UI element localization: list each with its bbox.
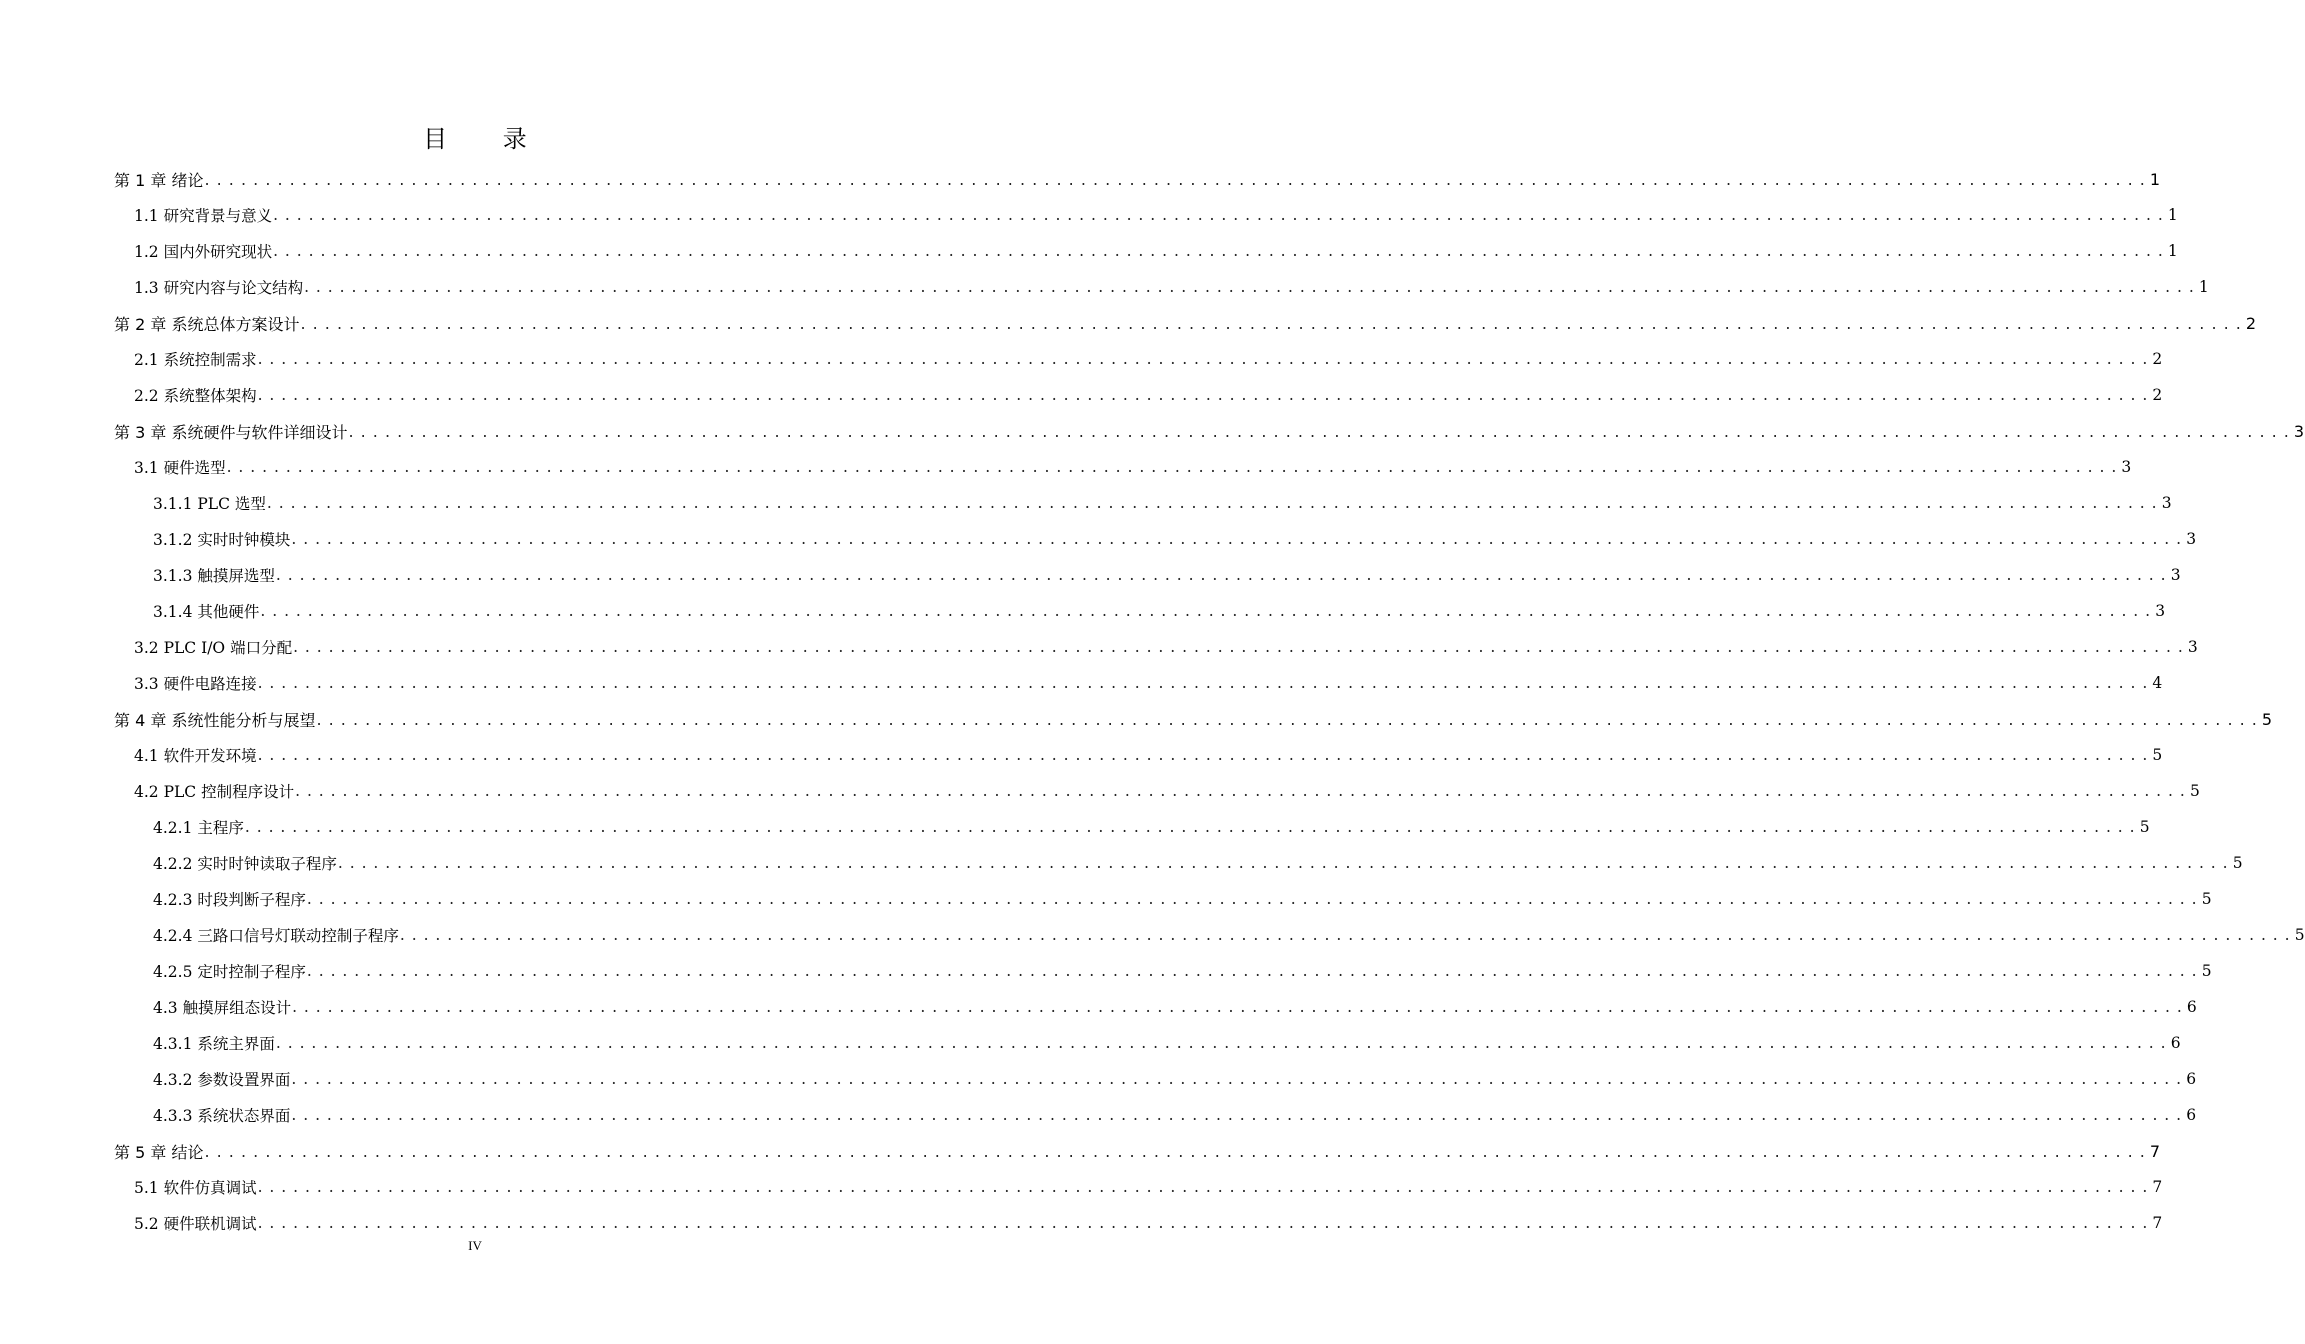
toc-entry[interactable] bbox=[0, 845, 2243, 881]
toc-entry-page: 1 bbox=[2167, 242, 2178, 260]
dot-leader: . . . . . . . . . . . . . . . . . . . . . . . . . . . . . . . . . . . . . . . . . . . . . . . . . . . . . . . . . . . . . . . . . . . . . . . . . . . . . . . . . . . . . . . . . . . . . . . . . . . . . . . . . . . . . . . . . . . . . . . . . . . . . . . . . . . . . . . . . . . . . . . . . . . . . . . . . . . . . . . . bbox=[291, 1106, 2183, 1124]
toc-entry-page: 6 bbox=[2186, 1106, 2197, 1124]
dot-leader: . . . . . . . . . . . . . . . . . . . . . . . . . . . . . . . . . . . . . . . . . . . . . . . . . . . . . . . . . . . . . . . . . . . . . . . . . . . . . . . . . . . . . . . . . . . . . . . . . . . . . . . . . . . . . . . . . . . . . . . . . . . . . . . . . . . . . . . . . . . . . . . . . . . . . . . . . . . . . . . . bbox=[399, 926, 2291, 944]
toc-entry-page: 5 bbox=[2201, 890, 2212, 908]
toc-entry-page: 2 bbox=[2152, 350, 2163, 368]
toc-entry-page: 4 bbox=[2152, 674, 2163, 692]
toc-entry-label: 第 2 章 系统总体方案设计 bbox=[114, 314, 300, 334]
toc-entry-page: 3 bbox=[2161, 494, 2172, 512]
toc-entry[interactable] bbox=[0, 1205, 2163, 1241]
toc-entry-label: 4.2.5 定时控制子程序 bbox=[153, 963, 306, 981]
toc-entry-page: 5 bbox=[2201, 962, 2212, 980]
dot-leader: . . . . . . . . . . . . . . . . . . . . . . . . . . . . . . . . . . . . . . . . . . . . . . . . . . . . . . . . . . . . . . . . . . . . . . . . . . . . . . . . . . . . . . . . . . . . . . . . . . . . . . . . . . . . . . . . . . . . . . . . . . . . . . . . . . . . . . . . . . . . . . . . . . . . . . . . . . . . . . . . bbox=[266, 494, 2158, 512]
toc-entry[interactable] bbox=[0, 1025, 2181, 1061]
toc-entry[interactable] bbox=[0, 1097, 2197, 1133]
toc-entry-label: 4.3.3 系统状态界面 bbox=[153, 1107, 291, 1125]
toc-entry-label: 4.2.1 主程序 bbox=[153, 819, 244, 837]
toc-entry-label: 3.1.1 PLC 选型 bbox=[153, 495, 266, 513]
toc-entry-page: 7 bbox=[2152, 1214, 2163, 1232]
toc-entry-page: 3 bbox=[2170, 566, 2181, 584]
toc-entry-page: 2 bbox=[2152, 386, 2163, 404]
dot-leader: . . . . . . . . . . . . . . . . . . . . . . . . . . . . . . . . . . . . . . . . . . . . . . . . . . . . . . . . . . . . . . . . . . . . . . . . . . . . . . . . . . . . . . . . . . . . . . . . . . . . . . . . . . . . . . . . . . . . . . . . . . . . . . . . . . . . . . . . . . . . . . . . . . . . . . . . . . . . . . . . bbox=[257, 350, 2149, 368]
toc-entry[interactable] bbox=[0, 521, 2197, 557]
toc-entry-label: 3.3 硬件电路连接 bbox=[134, 675, 257, 693]
toc-entry[interactable] bbox=[0, 701, 2273, 737]
toc-entry-label: 4.2.3 时段判断子程序 bbox=[153, 891, 306, 909]
toc-entry-label: 4.3.2 参数设置界面 bbox=[153, 1071, 291, 1089]
toc-entry[interactable] bbox=[0, 737, 2163, 773]
toc-entry-label: 第 4 章 系统性能分析与展望 bbox=[114, 710, 316, 730]
toc-entry-page: 1 bbox=[2149, 169, 2161, 189]
toc-entry[interactable] bbox=[0, 269, 2209, 305]
toc-entry-label: 2.2 系统整体架构 bbox=[134, 387, 257, 405]
dot-leader: . . . . . . . . . . . . . . . . . . . . . . . . . . . . . . . . . . . . . . . . . . . . . . . . . . . . . . . . . . . . . . . . . . . . . . . . . . . . . . . . . . . . . . . . . . . . . . . . . . . . . . . . . . . . . . . . . . . . . . . . . . . . . . . . . . . . . . . . . . . . . . . . . . . . . . . . . . . . . . . . bbox=[292, 998, 2183, 1016]
toc-entry[interactable] bbox=[0, 305, 2257, 341]
toc-entry-label: 第 3 章 系统硬件与软件详细设计 bbox=[114, 422, 348, 442]
dot-leader: . . . . . . . . . . . . . . . . . . . . . . . . . . . . . . . . . . . . . . . . . . . . . . . . . . . . . . . . . . . . . . . . . . . . . . . . . . . . . . . . . . . . . . . . . . . . . . . . . . . . . . . . . . . . . . . . . . . . . . . . . . . . . . . . . . . . . . . . . . . . . . . . . . . . . . . . . . . . . . . . bbox=[204, 1141, 2146, 1161]
dot-leader: . . . . . . . . . . . . . . . . . . . . . . . . . . . . . . . . . . . . . . . . . . . . . . . . . . . . . . . . . . . . . . . . . . . . . . . . . . . . . . . . . . . . . . . . . . . . . . . . . . . . . . . . . . . . . . . . . . . . . . . . . . . . . . . . . . . . . . . . . . . . . . . . . . . . . . . . . . . . . . . . bbox=[273, 206, 2164, 224]
dot-leader: . . . . . . . . . . . . . . . . . . . . . . . . . . . . . . . . . . . . . . . . . . . . . . . . . . . . . . . . . . . . . . . . . . . . . . . . . . . . . . . . . . . . . . . . . . . . . . . . . . . . . . . . . . . . . . . . . . . . . . . . . . . . . . . . . . . . . . . . . . . . . . . . . . . . . . . . . . . . . . . . bbox=[275, 566, 2167, 584]
dot-leader: . . . . . . . . . . . . . . . . . . . . . . . . . . . . . . . . . . . . . . . . . . . . . . . . . . . . . . . . . . . . . . . . . . . . . . . . . . . . . . . . . . . . . . . . . . . . . . . . . . . . . . . . . . . . . . . . . . . . . . . . . . . . . . . . . . . . . . . . . . . . . . . . . . . . . . . . . . . . . . . . bbox=[306, 962, 2198, 980]
toc-entry[interactable] bbox=[0, 953, 2212, 989]
toc-entry[interactable] bbox=[0, 629, 2198, 665]
toc-entry-label: 3.1 硬件选型 bbox=[134, 459, 226, 477]
toc-entry-page: 3 bbox=[2155, 602, 2166, 620]
toc-entry[interactable] bbox=[0, 665, 2163, 701]
toc-entry-label: 3.2 PLC I/O 端口分配 bbox=[134, 639, 293, 657]
toc-entry-page: 5 bbox=[2261, 709, 2273, 729]
toc-entry-page: 3 bbox=[2186, 530, 2197, 548]
toc-entry-page: 7 bbox=[2149, 1141, 2161, 1161]
toc-entry-page: 5 bbox=[2139, 818, 2150, 836]
toc-entry-label: 3.1.2 实时时钟模块 bbox=[153, 531, 291, 549]
toc-entry-label: 4.3.1 系统主界面 bbox=[153, 1035, 275, 1053]
dot-leader: . . . . . . . . . . . . . . . . . . . . . . . . . . . . . . . . . . . . . . . . . . . . . . . . . . . . . . . . . . . . . . . . . . . . . . . . . . . . . . . . . . . . . . . . . . . . . . . . . . . . . . . . . . . . . . . . . . . . . . . . . . . . . . . . . . . . . . . . . . . . . . . . . . . . . . . . . . . . . . . . bbox=[316, 709, 2258, 729]
toc-entry-label: 4.2.2 实时时钟读取子程序 bbox=[153, 855, 337, 873]
toc-entry-page: 3 bbox=[2293, 421, 2305, 441]
dot-leader: . . . . . . . . . . . . . . . . . . . . . . . . . . . . . . . . . . . . . . . . . . . . . . . . . . . . . . . . . . . . . . . . . . . . . . . . . . . . . . . . . . . . . . . . . . . . . . . . . . . . . . . . . . . . . . . . . . . . . . . . . . . . . . . . . . . . . . . . . . . . . . . . . . . . . . . . . . . . . . . . bbox=[348, 421, 2290, 441]
dot-leader: . . . . . . . . . . . . . . . . . . . . . . . . . . . . . . . . . . . . . . . . . . . . . . . . . . . . . . . . . . . . . . . . . . . . . . . . . . . . . . . . . . . . . . . . . . . . . . . . . . . . . . . . . . . . . . . . . . . . . . . . . . . . . . . . . . . . . . . . . . . . . . . . . . . . . . . . . . . . . . . . bbox=[291, 1070, 2183, 1088]
dot-leader: . . . . . . . . . . . . . . . . . . . . . . . . . . . . . . . . . . . . . . . . . . . . . . . . . . . . . . . . . . . . . . . . . . . . . . . . . . . . . . . . . . . . . . . . . . . . . . . . . . . . . . . . . . . . . . . . . . . . . . . . . . . . . . . . . . . . . . . . . . . . . . . . . . . . . . . . . . . . . . . . bbox=[257, 1178, 2149, 1196]
toc-entry-label: 4.1 软件开发环境 bbox=[134, 747, 257, 765]
toc-entry-label: 1.3 研究内容与论文结构 bbox=[134, 279, 304, 297]
toc-entry-label: 5.1 软件仿真调试 bbox=[134, 1179, 257, 1197]
toc-entry[interactable] bbox=[0, 197, 2178, 233]
toc-entry-label: 3.1.3 触摸屏选型 bbox=[153, 567, 275, 585]
toc-entry[interactable] bbox=[0, 989, 2197, 1025]
dot-leader: . . . . . . . . . . . . . . . . . . . . . . . . . . . . . . . . . . . . . . . . . . . . . . . . . . . . . . . . . . . . . . . . . . . . . . . . . . . . . . . . . . . . . . . . . . . . . . . . . . . . . . . . . . . . . . . . . . . . . . . . . . . . . . . . . . . . . . . . . . . . . . . . . . . . . . . . . . . . . . . . bbox=[257, 674, 2149, 692]
toc-entry[interactable] bbox=[0, 485, 2172, 521]
toc-entry-label: 第 1 章 绪论 bbox=[114, 170, 204, 190]
toc-entry-label: 1.2 国内外研究现状 bbox=[134, 243, 273, 261]
toc-entry-page: 6 bbox=[2186, 998, 2197, 1016]
toc-entry-label: 4.3 触摸屏组态设计 bbox=[153, 999, 292, 1017]
toc-entry[interactable] bbox=[0, 341, 2163, 377]
dot-leader: . . . . . . . . . . . . . . . . . . . . . . . . . . . . . . . . . . . . . . . . . . . . . . . . . . . . . . . . . . . . . . . . . . . . . . . . . . . . . . . . . . . . . . . . . . . . . . . . . . . . . . . . . . . . . . . . . . . . . . . . . . . . . . . . . . . . . . . . . . . . . . . . . . . . . . . . . . . . . . . . bbox=[275, 1034, 2167, 1052]
toc-entry[interactable] bbox=[0, 593, 2166, 629]
dot-leader: . . . . . . . . . . . . . . . . . . . . . . . . . . . . . . . . . . . . . . . . . . . . . . . . . . . . . . . . . . . . . . . . . . . . . . . . . . . . . . . . . . . . . . . . . . . . . . . . . . . . . . . . . . . . . . . . . . . . . . . . . . . . . . . . . . . . . . . . . . . . . . . . . . . . . . . . . . . . . . . . bbox=[306, 890, 2198, 908]
toc-entry-label: 4.2 PLC 控制程序设计 bbox=[134, 783, 295, 801]
dot-leader: . . . . . . . . . . . . . . . . . . . . . . . . . . . . . . . . . . . . . . . . . . . . . . . . . . . . . . . . . . . . . . . . . . . . . . . . . . . . . . . . . . . . . . . . . . . . . . . . . . . . . . . . . . . . . . . . . . . . . . . . . . . . . . . . . . . . . . . . . . . . . . . . . . . . . . . . . . . . . . . . bbox=[295, 782, 2186, 800]
toc-entry-page: 5 bbox=[2232, 854, 2243, 872]
dot-leader: . . . . . . . . . . . . . . . . . . . . . . . . . . . . . . . . . . . . . . . . . . . . . . . . . . . . . . . . . . . . . . . . . . . . . . . . . . . . . . . . . . . . . . . . . . . . . . . . . . . . . . . . . . . . . . . . . . . . . . . . . . . . . . . . . . . . . . . . . . . . . . . . . . . . . . . . . . . . . . . . bbox=[300, 313, 2242, 333]
toc-entry[interactable] bbox=[0, 233, 2178, 269]
toc-entry-label: 第 5 章 结论 bbox=[114, 1142, 204, 1162]
toc-entry[interactable] bbox=[0, 881, 2212, 917]
toc-entry-label: 2.1 系统控制需求 bbox=[134, 351, 257, 369]
dot-leader: . . . . . . . . . . . . . . . . . . . . . . . . . . . . . . . . . . . . . . . . . . . . . . . . . . . . . . . . . . . . . . . . . . . . . . . . . . . . . . . . . . . . . . . . . . . . . . . . . . . . . . . . . . . . . . . . . . . . . . . . . . . . . . . . . . . . . . . . . . . . . . . . . . . . . . . . . . . . . . . . bbox=[257, 386, 2149, 404]
toc-entry[interactable] bbox=[0, 1169, 2163, 1205]
toc-entry[interactable] bbox=[0, 773, 2200, 809]
dot-leader: . . . . . . . . . . . . . . . . . . . . . . . . . . . . . . . . . . . . . . . . . . . . . . . . . . . . . . . . . . . . . . . . . . . . . . . . . . . . . . . . . . . . . . . . . . . . . . . . . . . . . . . . . . . . . . . . . . . . . . . . . . . . . . . . . . . . . . . . . . . . . . . . . . . . . . . . . . . . . . . . bbox=[204, 169, 2146, 189]
dot-leader: . . . . . . . . . . . . . . . . . . . . . . . . . . . . . . . . . . . . . . . . . . . . . . . . . . . . . . . . . . . . . . . . . . . . . . . . . . . . . . . . . . . . . . . . . . . . . . . . . . . . . . . . . . . . . . . . . . . . . . . . . . . . . . . . . . . . . . . . . . . . . . . . . . . . . . . . . . . . . . . . bbox=[337, 854, 2229, 872]
toc-entry[interactable] bbox=[0, 449, 2132, 485]
toc-entry-label: 3.1.4 其他硬件 bbox=[153, 603, 260, 621]
toc-entry[interactable] bbox=[0, 917, 2305, 953]
dot-leader: . . . . . . . . . . . . . . . . . . . . . . . . . . . . . . . . . . . . . . . . . . . . . . . . . . . . . . . . . . . . . . . . . . . . . . . . . . . . . . . . . . . . . . . . . . . . . . . . . . . . . . . . . . . . . . . . . . . . . . . . . . . . . . . . . . . . . . . . . . . . . . . . . . . . . . . . . . . . . . . . bbox=[244, 818, 2136, 836]
toc-entry-page: 3 bbox=[2121, 458, 2132, 476]
dot-leader: . . . . . . . . . . . . . . . . . . . . . . . . . . . . . . . . . . . . . . . . . . . . . . . . . . . . . . . . . . . . . . . . . . . . . . . . . . . . . . . . . . . . . . . . . . . . . . . . . . . . . . . . . . . . . . . . . . . . . . . . . . . . . . . . . . . . . . . . . . . . . . . . . . . . . . . . . . . . . . . . bbox=[257, 746, 2149, 764]
toc-entry-page: 1 bbox=[2198, 278, 2209, 296]
toc-entry[interactable] bbox=[0, 413, 2305, 449]
toc-entry-page: 1 bbox=[2167, 206, 2178, 224]
toc-entry-label: 5.2 硬件联机调试 bbox=[134, 1215, 257, 1233]
toc-entry-page: 7 bbox=[2152, 1178, 2163, 1196]
dot-leader: . . . . . . . . . . . . . . . . . . . . . . . . . . . . . . . . . . . . . . . . . . . . . . . . . . . . . . . . . . . . . . . . . . . . . . . . . . . . . . . . . . . . . . . . . . . . . . . . . . . . . . . . . . . . . . . . . . . . . . . . . . . . . . . . . . . . . . . . . . . . . . . . . . . . . . . . . . . . . . . . bbox=[304, 278, 2195, 296]
toc-entry-page: 5 bbox=[2152, 746, 2163, 764]
toc-entry-page: 3 bbox=[2187, 638, 2198, 656]
toc-entry-page: 2 bbox=[2245, 313, 2257, 333]
toc-entry-page: 5 bbox=[2294, 926, 2305, 944]
toc-entry-label: 1.1 研究背景与意义 bbox=[134, 207, 273, 225]
toc-entry-page: 5 bbox=[2189, 782, 2200, 800]
dot-leader: . . . . . . . . . . . . . . . . . . . . . . . . . . . . . . . . . . . . . . . . . . . . . . . . . . . . . . . . . . . . . . . . . . . . . . . . . . . . . . . . . . . . . . . . . . . . . . . . . . . . . . . . . . . . . . . . . . . . . . . . . . . . . . . . . . . . . . . . . . . . . . . . . . . . . . . . . . . . . . . . bbox=[291, 530, 2183, 548]
dot-leader: . . . . . . . . . . . . . . . . . . . . . . . . . . . . . . . . . . . . . . . . . . . . . . . . . . . . . . . . . . . . . . . . . . . . . . . . . . . . . . . . . . . . . . . . . . . . . . . . . . . . . . . . . . . . . . . . . . . . . . . . . . . . . . . . . . . . . . . . . . . . . . . . . . . . . . . . . . . . . . . . bbox=[273, 242, 2164, 260]
toc-entry-page: 6 bbox=[2186, 1070, 2197, 1088]
toc-entry[interactable] bbox=[0, 1133, 2161, 1169]
dot-leader: . . . . . . . . . . . . . . . . . . . . . . . . . . . . . . . . . . . . . . . . . . . . . . . . . . . . . . . . . . . . . . . . . . . . . . . . . . . . . . . . . . . . . . . . . . . . . . . . . . . . . . . . . . . . . . . . . . . . . . . . . . . . . . . . . . . . . . . . . . . . . . . . . . . . . . . . . . . . . . . . bbox=[226, 458, 2118, 476]
dot-leader: . . . . . . . . . . . . . . . . . . . . . . . . . . . . . . . . . . . . . . . . . . . . . . . . . . . . . . . . . . . . . . . . . . . . . . . . . . . . . . . . . . . . . . . . . . . . . . . . . . . . . . . . . . . . . . . . . . . . . . . . . . . . . . . . . . . . . . . . . . . . . . . . . . . . . . . . . . . . . . . . bbox=[293, 638, 2184, 656]
toc-entry[interactable] bbox=[0, 557, 2181, 593]
toc-entry[interactable] bbox=[0, 1061, 2197, 1097]
dot-leader: . . . . . . . . . . . . . . . . . . . . . . . . . . . . . . . . . . . . . . . . . . . . . . . . . . . . . . . . . . . . . . . . . . . . . . . . . . . . . . . . . . . . . . . . . . . . . . . . . . . . . . . . . . . . . . . . . . . . . . . . . . . . . . . . . . . . . . . . . . . . . . . . . . . . . . . . . . . . . . . . bbox=[257, 1214, 2149, 1232]
toc-entry-page: 6 bbox=[2170, 1034, 2181, 1052]
toc-entry[interactable] bbox=[0, 161, 2161, 197]
toc-entry-label: 4.2.4 三路口信号灯联动控制子程序 bbox=[153, 927, 399, 945]
toc-title: 目 录 bbox=[423, 125, 551, 153]
toc-entry[interactable] bbox=[0, 809, 2150, 845]
page-number: IV bbox=[468, 1238, 482, 1253]
toc-entry[interactable] bbox=[0, 377, 2163, 413]
dot-leader: . . . . . . . . . . . . . . . . . . . . . . . . . . . . . . . . . . . . . . . . . . . . . . . . . . . . . . . . . . . . . . . . . . . . . . . . . . . . . . . . . . . . . . . . . . . . . . . . . . . . . . . . . . . . . . . . . . . . . . . . . . . . . . . . . . . . . . . . . . . . . . . . . . . . . . . . . . . . . . . . bbox=[260, 602, 2152, 620]
